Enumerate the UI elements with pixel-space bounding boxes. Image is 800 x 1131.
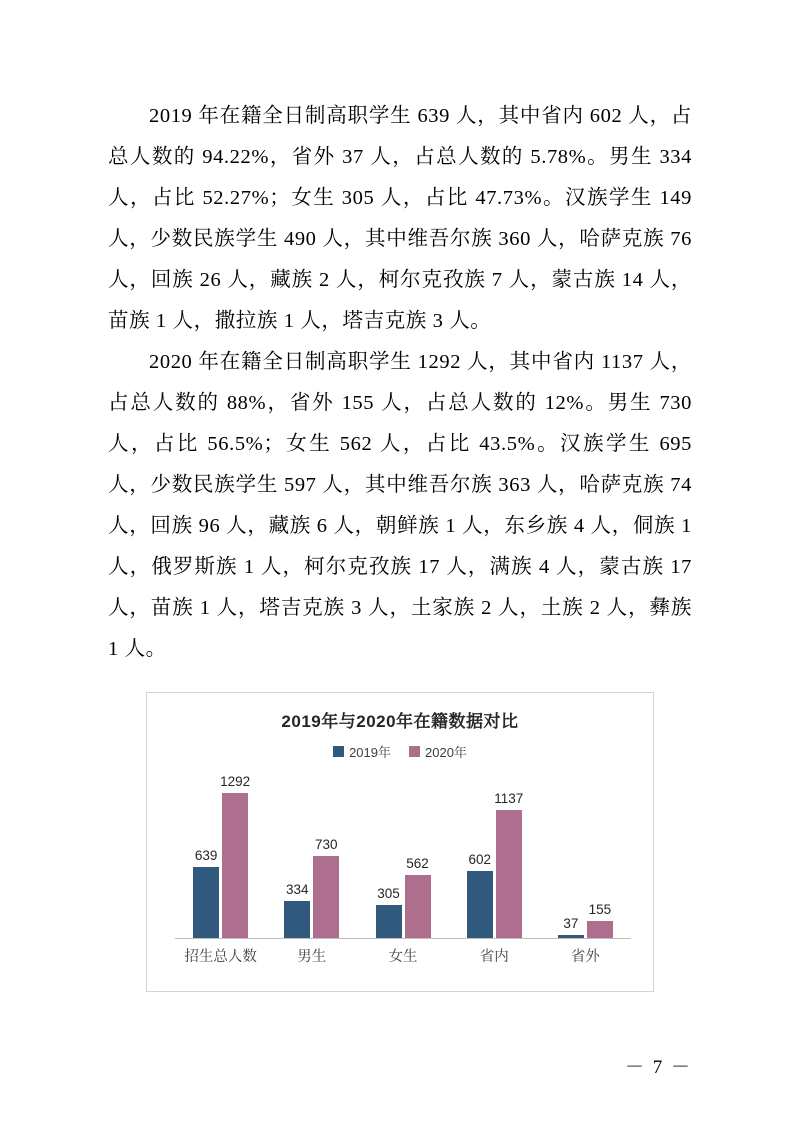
bar-group bbox=[357, 775, 448, 939]
page-number: － 7 － bbox=[624, 1057, 692, 1078]
legend-label-2020: 2020年 bbox=[425, 745, 467, 760]
bar-2020 bbox=[587, 902, 613, 939]
bar-2019 bbox=[284, 882, 310, 939]
bar-group bbox=[449, 775, 540, 939]
bar-value-label: 730 bbox=[315, 837, 338, 853]
bar-value-label: 562 bbox=[406, 856, 429, 872]
enrollment-comparison-chart bbox=[146, 692, 654, 992]
bar-2020 bbox=[313, 837, 339, 939]
bar-2019 bbox=[376, 885, 402, 939]
category-label: 男生 bbox=[297, 949, 327, 965]
chart-legend bbox=[147, 742, 653, 761]
legend-swatch-2019 bbox=[333, 746, 344, 757]
x-axis-line bbox=[175, 938, 631, 939]
category-label: 省内 bbox=[479, 949, 509, 965]
category-label: 招生总人数 bbox=[184, 949, 257, 965]
bar-group bbox=[175, 775, 266, 939]
bar-value-label: 639 bbox=[194, 847, 218, 863]
bar-2020 bbox=[494, 791, 524, 939]
bar-2020 bbox=[405, 856, 431, 939]
chart-plot-area bbox=[175, 775, 631, 939]
bar-value-label: 305 bbox=[377, 885, 400, 901]
category-label: 女生 bbox=[388, 949, 418, 965]
bar-value-label: 155 bbox=[588, 902, 612, 918]
legend-label-2019: 2019年 bbox=[349, 745, 391, 760]
bar-2020 bbox=[220, 773, 251, 939]
category-labels bbox=[175, 945, 631, 969]
category-label: 省外 bbox=[570, 949, 600, 965]
bar-groups bbox=[175, 775, 631, 939]
bar-value-label: 1292 bbox=[220, 773, 251, 789]
bar-value-label: 334 bbox=[286, 882, 309, 898]
paragraph-2020: 2020 年在籍全日制高职学生 1292 人，其中省内 1137 人，占总人数的 88%，省外 155 人，占总人数的 12%。男生 730 人，占比 56.5%；女生 562 人，占比 43.5%。汉族学生 695 人，少数民族学生 597 人，其中维吾尔族 363 人，哈萨克族 74 人，回族 96 人，藏族 6 人，朝鲜族 1 人，东乡族 4 人，侗族 1 人，俄罗斯族 1 人，柯尔克孜族 17 人，满族 4 人，蒙古族 17 人，苗族 1 人，塔吉克族 3 人，土家族 2 人，土族 2 人，彝族 1 人。 bbox=[108, 351, 692, 660]
paragraph-2019: 2019 年在籍全日制高职学生 639 人，其中省内 602 人，占总人数的 94.22%，省外 37 人，占总人数的 5.78%。男生 334 人，占比 52.27%；女生 305 人，占比 47.73%。汉族学生 149 人，少数民族学生 490 人，其中维吾尔族 360 人，哈萨克族 76 人，回族 26 人，藏族 2 人，柯尔克孜族 7 人，蒙古族 14 人，苗族 1 人，撒拉族 1 人，塔吉克族 3 人。 bbox=[108, 105, 692, 332]
chart-title: 2019年与2020年在籍数据对比 bbox=[281, 712, 519, 731]
bar-2019 bbox=[467, 851, 493, 939]
legend-item-2019 bbox=[333, 742, 391, 761]
bar-value-label: 1137 bbox=[494, 791, 524, 807]
bar-group bbox=[540, 775, 631, 939]
legend-item-2020 bbox=[409, 742, 467, 761]
bar-group bbox=[266, 775, 357, 939]
legend-swatch-2020 bbox=[409, 746, 420, 757]
bar-value-label: 602 bbox=[468, 851, 491, 867]
bar-2019 bbox=[193, 847, 219, 939]
bar-value-label: 37 bbox=[563, 915, 579, 931]
